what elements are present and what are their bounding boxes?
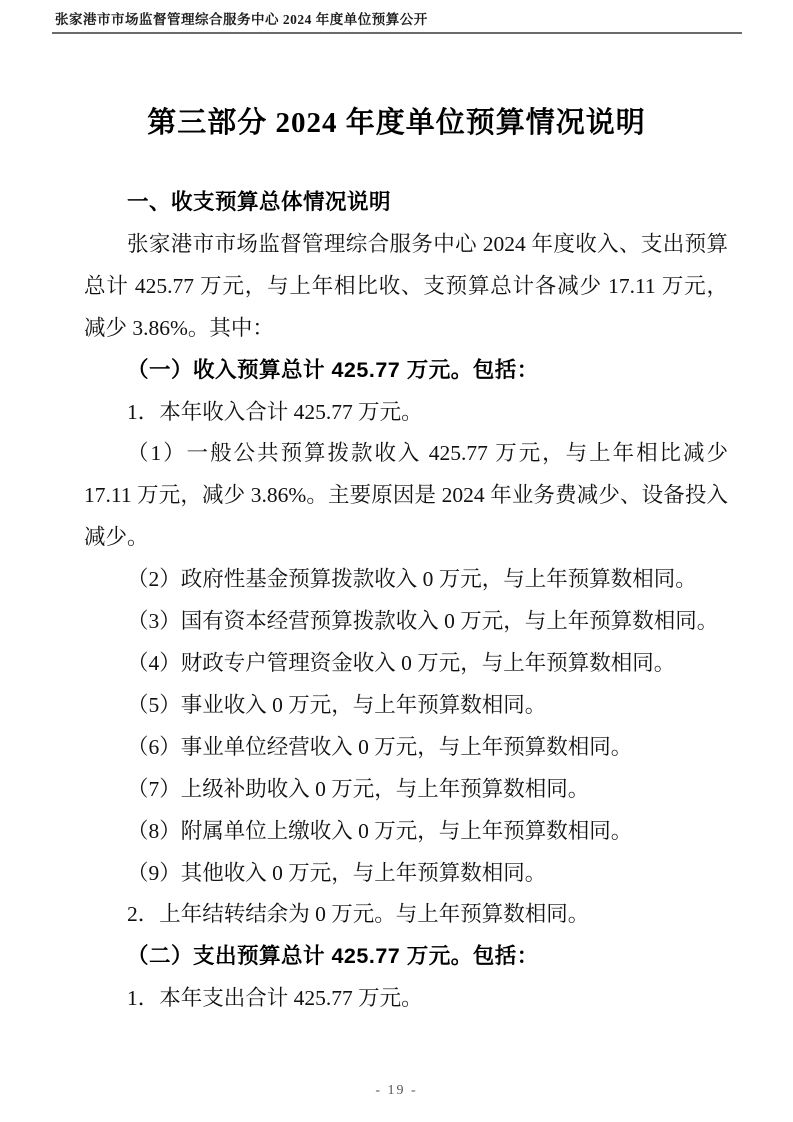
para-budget-total: 张家港市市场监督管理综合服务中心 2024 年度收入、支出预算总计 425.77 万元，与上年相比收、支预算总计各减少 17.11 万元，减少 3.86%。其中：	[84, 231, 728, 340]
document-title: 第三部分 2024 年度单位预算情况说明	[147, 107, 646, 139]
para-income-item-4: （4）财政专户管理资金收入 0 万元，与上年预算数相同。	[127, 650, 676, 675]
heading-expenditure-budget-total: （二）支出预算总计 425.77 万元。包括：	[127, 944, 539, 969]
para-income-item-5: （5）事业收入 0 万元，与上年预算数相同。	[127, 692, 547, 717]
running-header-text: 张家港市市场监督管理综合服务中心 2024 年度单位预算公开	[55, 12, 428, 27]
page-number: - 19 -	[375, 1083, 418, 1098]
para-income-item-6: （6）事业单位经营收入 0 万元，与上年预算数相同。	[127, 734, 633, 759]
document-body	[84, 182, 728, 1020]
para-current-year-income: 1．本年收入合计 425.77 万元。	[127, 399, 423, 424]
heading-income-budget-total: （一）收入预算总计 425.77 万元。包括：	[127, 357, 539, 382]
para-income-item-7: （7）上级补助收入 0 万元，与上年预算数相同。	[127, 776, 590, 801]
para-income-item-1: （1）一般公共预算拨款收入 425.77 万元，与上年相比减少 17.11 万元，减少 3.86%。主要原因是 2024 年业务费减少、设备投入减少。	[84, 441, 728, 550]
para-income-item-3: （3）国有资本经营预算拨款收入 0 万元，与上年预算数相同。	[127, 609, 719, 634]
running-header	[52, 8, 742, 34]
heading-revenue-expenditure-overview: 一、收支预算总体情况说明	[127, 190, 392, 214]
para-income-item-9: （9）其他收入 0 万元，与上年预算数相同。	[127, 860, 547, 885]
para-income-item-8: （8）附属单位上缴收入 0 万元，与上年预算数相同。	[127, 818, 633, 843]
para-carryover-balance: 2．上年结转结余为 0 万元。与上年预算数相同。	[127, 902, 590, 927]
para-income-item-2: （2）政府性基金预算拨款收入 0 万元，与上年预算数相同。	[127, 567, 697, 592]
para-current-year-expenditure: 1．本年支出合计 425.77 万元。	[127, 986, 423, 1011]
